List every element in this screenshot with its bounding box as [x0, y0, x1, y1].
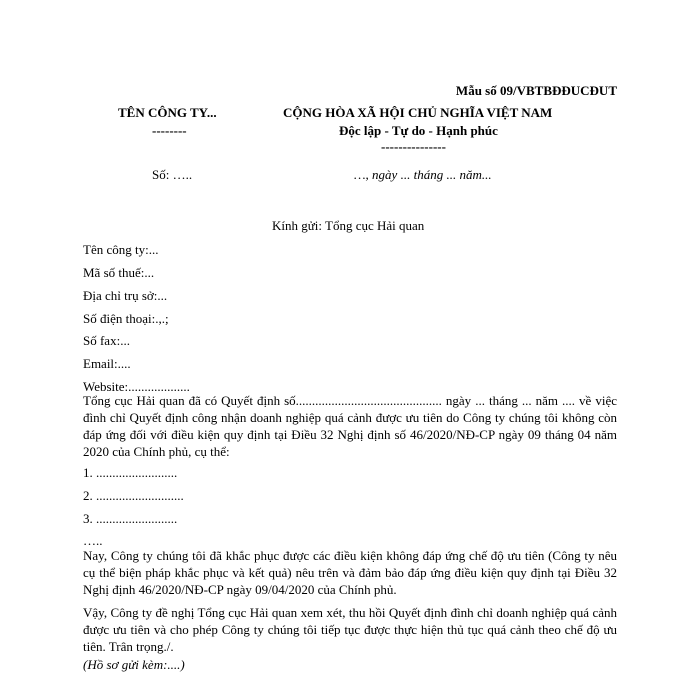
company-underline: --------	[152, 123, 187, 138]
company-name: TÊN CÔNG TY...	[118, 105, 217, 120]
list-ellipsis: …..	[83, 533, 103, 548]
place-date: …, ngày ... tháng ... năm...	[354, 167, 492, 182]
form-code: Mẫu số 09/VBTBĐĐUCĐUT	[455, 83, 617, 98]
motto-underline: ---------------	[381, 139, 446, 154]
fax-field: Số fax:...	[83, 333, 130, 348]
address-field: Địa chỉ trụ sở:...	[83, 288, 168, 303]
list-item-1: 1. .........................	[83, 465, 178, 480]
motto: Độc lập - Tự do - Hạnh phúc	[339, 123, 498, 138]
list-item-3: 3. .........................	[83, 511, 178, 526]
email-field: Email:....	[83, 356, 131, 371]
phone-field: Số điện thoại:.,.;	[83, 311, 169, 326]
paragraph-request: Vậy, Công ty đề nghị Tổng cục Hải quan xem xét, thu hồi Quyết định đình chỉ doanh nghiệp quá cảnh được ưu tiên và cho phép Công ty chúng tôi tiếp tục được thực hiện thủ tục quá cảnh theo chế độ ưu tiên. Trân trọng./.	[83, 605, 617, 654]
document-number: Số: …..	[152, 167, 193, 182]
list-item-2: 2. ...........................	[83, 488, 184, 503]
attachment-note: (Hồ sơ gửi kèm:....)	[83, 657, 185, 672]
tax-code-field: Mã số thuế:...	[83, 265, 155, 280]
nation-title: CỘNG HÒA XÃ HỘI CHỦ NGHĨA VIỆT NAM	[283, 105, 553, 120]
paragraph-remedy: Nay, Công ty chúng tôi đã khắc phục được các điều kiện không đáp ứng chế độ ưu tiên (Công ty nêu cụ thể biện pháp khắc phục và kết quả) nêu trên và đảm bảo đáp ứng điều kiện quy định tại Điều 32 Nghị định 46/2020/NĐ-CP ngày 09/04/2020 của Chính phủ.	[83, 548, 617, 597]
paragraph-decision: Tổng cục Hải quan đã có Quyết định số............................................. ngày ... tháng ... năm .... về việc đình chỉ Quyết định công nhận doanh nghiệp quá cảnh được ưu tiên do Công ty chúng tôi không còn đáp ứng đối với điều kiện quy định tại Điều 32 Nghị định số 46/2020/NĐ-CP ngày 09 tháng 04 năm 2020 của Chính phủ, cụ thể:	[83, 393, 617, 459]
website-field: Website:...................	[83, 379, 190, 394]
company-name-field: Tên công ty:...	[83, 242, 159, 257]
recipient: Kính gửi: Tổng cục Hải quan	[272, 218, 425, 233]
